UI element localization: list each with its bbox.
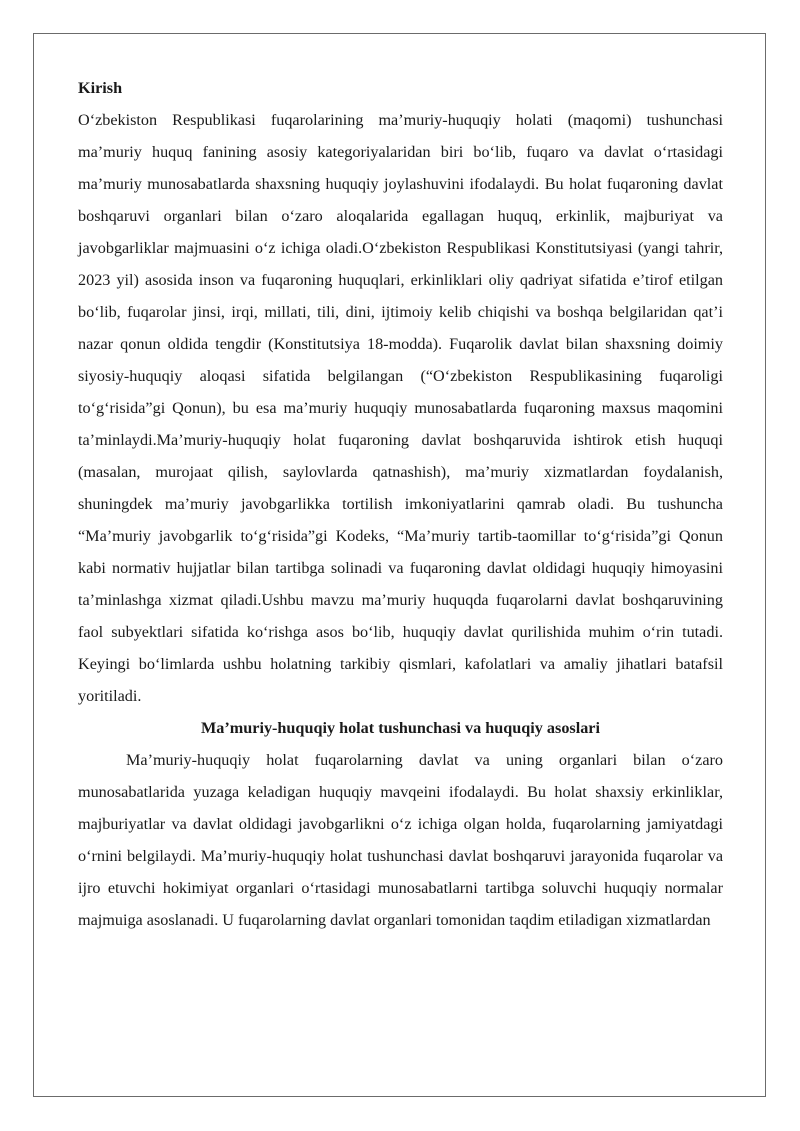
- intro-paragraph: O‘zbekiston Respublikasi fuqarolarining ma’muriy-huquqiy holati (maqomi) tushunchasi ma’muriy huquq fanining asosiy kategoriyalaridan biri bo‘lib, fuqaro va davlat o‘rtasidagi ma’muriy munosabatlarda shaxsning huquqiy joylashuvini ifodalaydi. Bu holat fuqaroning davlat boshqaruvi organlari bilan o‘zaro aloqalarida egallagan huquq, erkinlik, majburiyat va javobgarliklar majmuasini o‘z ichiga oladi.O‘zbekiston Respublikasi Konstitutsiyasi (yangi tahrir, 2023 yil) asosida inson va fuqaroning huquqlari, erkinliklari oliy qadriyat sifatida e’tirof etilgan bo‘lib, fuqarolar jinsi, irqi, millati, tili, dini, ijtimoiy kelib chiqishi va boshqa belgilaridan qat’i nazar qonun oldida tengdir (Konstitutsiya 18-modda). Fuqarolik davlat bilan shaxsning doimiy siyosiy-huquqiy aloqasi sifatida belgilangan (“O‘zbekiston Respublikasining fuqaroligi to‘g‘risida”gi Qonun), bu esa ma’muriy huquqiy munosabatlarda fuqaroning maxsus maqomini ta’minlaydi.Ma’muriy-huquqiy holat fuqaroning davlat boshqaruvida ishtirok etish huquqi (masalan, murojaat qilish, saylovlarda qatnashish), ma’muriy xizmatlardan foydalanish, shuningdek ma’muriy javobgarlikka tortilish imkoniyatlarini qamrab oladi. Bu tushuncha “Ma’muriy javobgarlik to‘g‘risida”gi Kodeks, “Ma’muriy tartib-taomillar to‘g‘risida”gi Qonun kabi normativ hujjatlar bilan tartibga solinadi va fuqaroning davlat oldidagi huquqiy himoyasini ta’minlashga xizmat qiladi.Ushbu mavzu ma’muriy huquqda fuqarolarni davlat boshqaruvining faol subyektlari sifatida ko‘rishga asos bo‘lib, huquqiy davlat qurilishida muhim o‘rin tutadi. Keyingi bo‘limlarda ushbu holatning tarkibiy qismlari, kafolatlari va amaliy jihatlari batafsil yoritiladi.: [78, 111, 723, 705]
- section-heading: Ma’muriy-huquqiy holat tushunchasi va huquqiy asoslari: [201, 719, 600, 737]
- intro-heading: Kirish: [78, 79, 123, 97]
- document-body: [78, 72, 723, 936]
- section-paragraph: Ma’muriy-huquqiy holat fuqarolarning davlat va uning organlari bilan o‘zaro munosabatlarida yuzaga keladigan huquqiy mavqeini ifodalaydi. Bu holat shaxsiy erkinliklar, majburiyatlar va davlat oldidagi javobgarlikni o‘z ichiga olgan holda, fuqarolarning jamiyatdagi o‘rnini belgilaydi. Ma’muriy-huquqiy holat tushunchasi davlat boshqaruvi jarayonida fuqarolar va ijro etuvchi hokimiyat organlari o‘rtasidagi munosabatlarni tartibga soluvchi huquqiy normalar majmuiga asoslanadi. U fuqarolarning davlat organlari tomonidan taqdim etiladigan xizmatlardan: [78, 751, 723, 929]
